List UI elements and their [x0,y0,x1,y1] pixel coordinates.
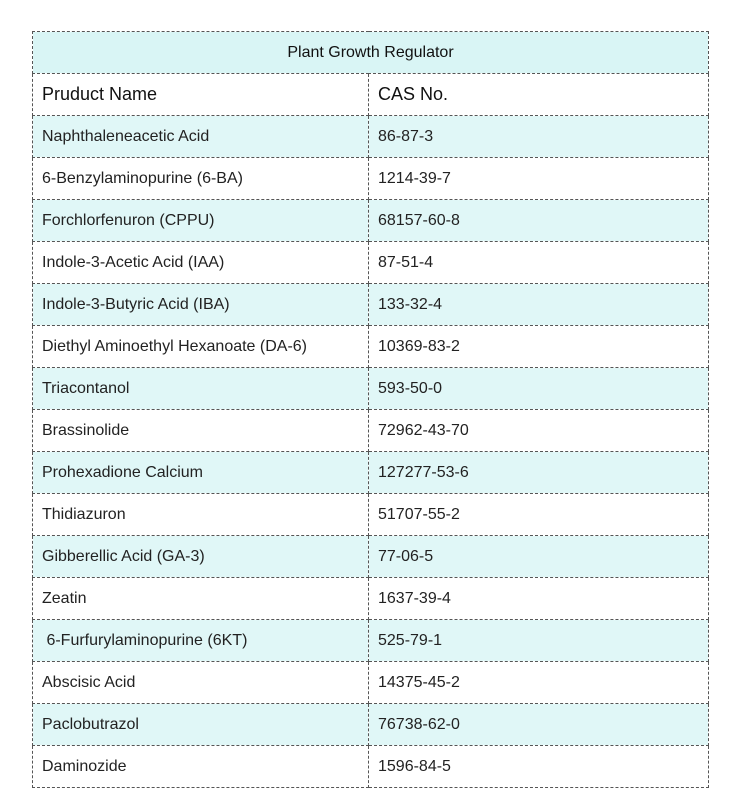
table-row [33,452,709,494]
header-row [33,74,709,116]
product-name-cell: Naphthaleneacetic Acid [33,116,369,158]
table-row [33,368,709,410]
table-row [33,326,709,368]
table-row [33,494,709,536]
table-row [33,578,709,620]
product-name-cell: Triacontanol [33,368,369,410]
cas-number-cell: 76738-62-0 [369,704,709,746]
column-header-cas-no: CAS No. [369,74,709,116]
cas-number-cell: 72962-43-70 [369,410,709,452]
product-table-container [32,31,708,788]
caption-row [33,32,709,74]
product-name-cell: Diethyl Aminoethyl Hexanoate (DA-6) [33,326,369,368]
table-row [33,662,709,704]
cas-number-cell: 77-06-5 [369,536,709,578]
table-row [33,242,709,284]
product-name-cell: Forchlorfenuron (CPPU) [33,200,369,242]
table-row [33,410,709,452]
cas-number-cell: 10369-83-2 [369,326,709,368]
cas-number-cell: 1214-39-7 [369,158,709,200]
table-row [33,284,709,326]
table-row [33,200,709,242]
product-name-cell: Paclobutrazol [33,704,369,746]
product-name-cell: Prohexadione Calcium [33,452,369,494]
product-name-cell: Gibberellic Acid (GA-3) [33,536,369,578]
cas-number-cell: 1596-84-5 [369,746,709,788]
product-name-cell: Zeatin [33,578,369,620]
table-row [33,746,709,788]
product-name-cell: Indole-3-Butyric Acid (IBA) [33,284,369,326]
product-name-cell: Abscisic Acid [33,662,369,704]
table-row [33,620,709,662]
product-name-cell: Daminozide [33,746,369,788]
cas-number-cell: 51707-55-2 [369,494,709,536]
product-name-cell: Thidiazuron [33,494,369,536]
cas-number-cell: 14375-45-2 [369,662,709,704]
column-header-product-name: Pruduct Name [33,74,369,116]
table-row [33,704,709,746]
cas-number-cell: 133-32-4 [369,284,709,326]
cas-number-cell: 86-87-3 [369,116,709,158]
product-table [32,31,709,788]
product-name-cell: Indole-3-Acetic Acid (IAA) [33,242,369,284]
cas-number-cell: 1637-39-4 [369,578,709,620]
cas-number-cell: 525-79-1 [369,620,709,662]
product-name-cell: 6-Furfurylaminopurine (6KT) [33,620,369,662]
cas-number-cell: 87-51-4 [369,242,709,284]
table-row [33,158,709,200]
cas-number-cell: 127277-53-6 [369,452,709,494]
table-caption: Plant Growth Regulator [33,32,709,74]
table-row [33,116,709,158]
cas-number-cell: 593-50-0 [369,368,709,410]
table-row [33,536,709,578]
cas-number-cell: 68157-60-8 [369,200,709,242]
product-name-cell: 6-Benzylaminopurine (6-BA) [33,158,369,200]
product-name-cell: Brassinolide [33,410,369,452]
